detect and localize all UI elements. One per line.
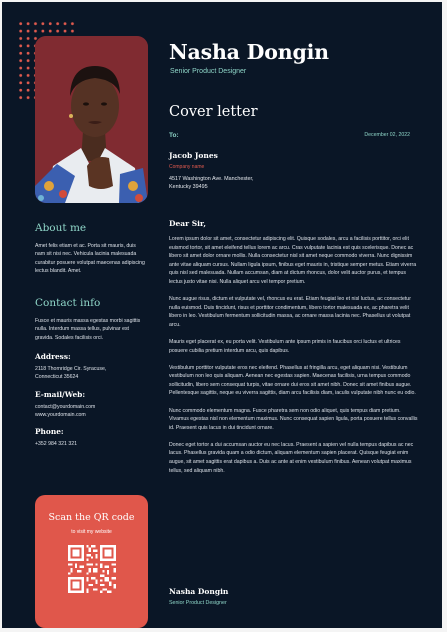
qr-subtitle: to visit my website: [71, 529, 112, 535]
web-link[interactable]: www.yourdomain.com: [35, 411, 86, 418]
letter-paragraph: Donec eget tortor a dui accumsan auctor eu nec lacus. Praesent a sapien vel nulla tempus dapibus ac nec lacus. Phasellus gravida quam a odio dictum, aliquam elementum sapien placerat. Quisque feugiat enim augue, sit amet sagittis erat dapibus a. Duis ac ante at enim vestibulum finibus. Aenean volutpat maximus tellus, sed aliquam nibh.: [169, 441, 414, 474]
address-line: 2118 Thornridge Cir. Syracuse,: [35, 366, 107, 373]
cover-letter-title: Cover letter: [169, 104, 258, 120]
letter-body: [169, 219, 419, 484]
letter-date: December 02, 2022: [364, 132, 410, 138]
candidate-name: Nasha Dongin: [169, 40, 329, 64]
salutation: Dear Sir,: [169, 219, 206, 228]
recipient-name: Jacob Jones: [169, 151, 218, 160]
qr-card: [35, 495, 148, 628]
address-line: Connecticut 35624: [35, 374, 79, 381]
to-label: To:: [169, 132, 179, 139]
about-text: Amet felis etiam et ac. Porta sit mauris, duis nam sit nisi nec. Vehicula lacinia malesuada curabitur posuere volutpat maecenas adipiscing lectus blandit. Amet.: [35, 243, 145, 274]
email-web-label: E-mail/Web:: [35, 389, 86, 399]
recipient-address-line: 4517 Washington Ave. Manchester,: [169, 176, 254, 182]
address-value: [35, 365, 147, 382]
letter-paragraph: Mauris eget placerat ex, eu porta velit. Vestibulum ante ipsum primis in faucibus orci luctus et ultrices posuere cubilia pretium interdum arcu, quis dapibus.: [169, 338, 401, 354]
letter-paragraph: Lorem ipsum dolor sit amet, consectetur adipiscing elit. Quisque sodales, arcu a facilisis porttitor, orci elit euismod tortor, sit amet eleifend tellus lorem ac arcu. Cras vulputate lacinia est quis scelerisque. Donec ac libero sit amet dolor ornare mollis. Nulla consectetur nisl sit amet neque commodo viverra. Nunc dignissim ante vitae aliquam cursus. Nullam ligula ipsum, finibus eget mauris in, tristique semper metus. Etiam viverra quis nisl sed malesuada. Nullam accumsan, diam at dictum rhoncus, dolor velit auctor purus, et tempus lectus justo vitae nisi. Nulla aliquet arcu vel tempor pretium.: [169, 236, 417, 285]
signature-block: [169, 587, 228, 606]
signature-role: Senior Product Designer: [169, 600, 227, 606]
letter-paragraph: Nunc commodo elementum magna. Fusce pharetra sem non odio aliquet, quis tempus diam pretium. Vivamus egestas nisl non elementum maximus. Nunc consequat sapien ligula, porta posuere tellus convallis id. Praesent quis lacus in dui tincidunt ornare.: [169, 407, 418, 431]
about-title: About me: [35, 222, 87, 234]
cover-letter-page: [2, 2, 442, 628]
recipient-block: [169, 151, 299, 191]
contact-text: Fusce et mauris massa egestas morbi sagittis nulla. Interdum massa tellus, pulvinar est gravida. Sodales facilisis orci.: [35, 318, 141, 341]
profile-photo: [35, 36, 148, 203]
letter-paragraph: Vestibulum porttitor vulputate eros nec eleifend. Phasellus at fringilla arcu, eget aliquam nisi. Vestibulum vestibulum non leo quis aliquam. Aenean nec egestas sapien. Maecenas facilisis, urna tempus commodo sollicitudin, libero sem consequat turpis, vitae ornare dui eros sit amet nibh. Donec sit amet finibus augue. Pellentesque sagittis, neque eu viverra sagittis, diam arcu facilisis diam, iaculis vulputate nibh nunc eu odio.: [169, 364, 416, 397]
left-column: [35, 222, 147, 449]
phone-value: +352 984 321 321: [35, 441, 77, 448]
email-web-value: [35, 403, 147, 420]
recipient-address: [169, 175, 299, 191]
candidate-role: Senior Product Designer: [170, 68, 247, 75]
recipient-company: Company name: [169, 164, 205, 170]
signature-name: Nasha Dongin: [169, 587, 229, 596]
qr-title: Scan the QR code: [48, 512, 135, 523]
recipient-address-line: Kentucky 39495: [169, 184, 208, 191]
phone-label: Phone:: [35, 427, 64, 437]
letter-paragraph: Nunc augue risus, dictum et vulputate vel, rhoncus eu erat. Etiam feugiat leo et nisl luctus, ac consectetur nulla euismod. Duis tincidunt, risus et porttitor condimentum, libero tortor malesuada ex, ac pharetra velit libero in leo. Vestibulum fermentum sollicitudin massa, ac ornare massa lacinia nec. Phasellus ut volutpat arcu.: [169, 296, 411, 328]
contact-title: Contact info: [35, 297, 101, 310]
email-link[interactable]: contact@yourdomain.com: [35, 403, 96, 410]
address-label: Address:: [35, 352, 71, 362]
qr-code-icon[interactable]: [68, 545, 116, 593]
